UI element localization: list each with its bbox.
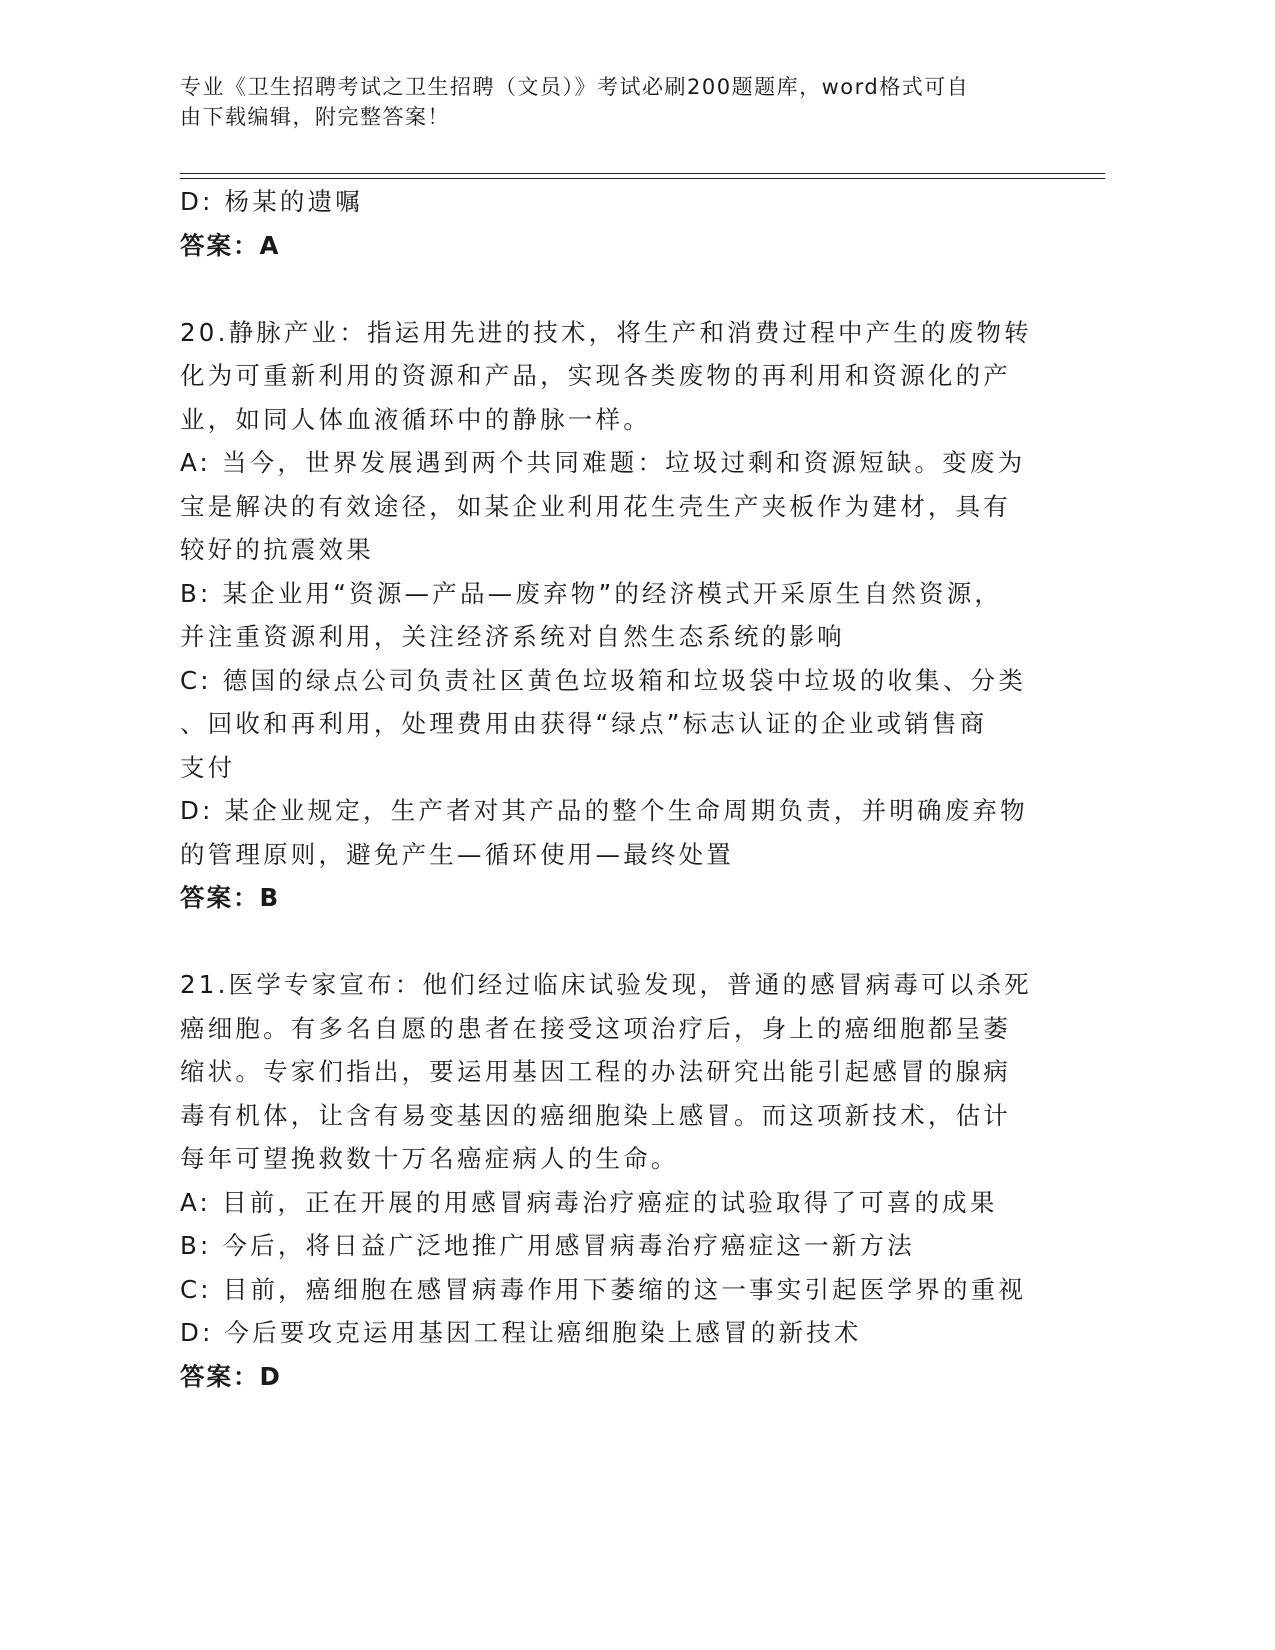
question-line: 21.医学专家宣布：他们经过临床试验发现，普通的感冒病毒可以杀死 bbox=[180, 970, 1032, 999]
option-line: C: 德国的绿点公司负责社区黄色垃圾箱和垃圾袋中垃圾的收集、分类 bbox=[180, 665, 1027, 695]
header-rule-top bbox=[180, 173, 1105, 174]
option-line: 支付 bbox=[180, 752, 236, 782]
spacer bbox=[180, 267, 1040, 311]
option-line: 的管理原则，避免产生—循环使用—最终处置 bbox=[180, 839, 734, 869]
spacer bbox=[180, 920, 1040, 964]
option-line: A: 目前，正在开展的用感冒病毒治疗癌症的试验取得了可喜的成果 bbox=[180, 1187, 998, 1217]
option-line: 较好的抗震效果 bbox=[180, 535, 374, 564]
option-line: 、回收和再利用，处理费用由获得“绿点”标志认证的企业或销售商 bbox=[180, 709, 988, 738]
option-line: D: 今后要攻克运用基因工程让癌细胞染上感冒的新技术 bbox=[180, 1318, 862, 1347]
option-line: B: 今后，将日益广泛地推广用感冒病毒治疗癌症这一新方法 bbox=[180, 1231, 915, 1260]
answer: 答案：A bbox=[180, 230, 281, 260]
question-21 bbox=[180, 963, 1040, 1398]
question-line: 癌细胞。有多名自愿的患者在接受这项治疗后，身上的癌细胞都呈萎 bbox=[180, 1013, 1011, 1043]
question-line: 业，如同人体血液循环中的静脉一样。 bbox=[180, 404, 651, 434]
option-line: B: 某企业用“资源—产品—废弃物”的经济模式开采原生自然资源， bbox=[180, 578, 1003, 608]
option-line: A: 当今，世界发展遇到两个共同难题：垃圾过剩和资源短缺。变废为 bbox=[180, 448, 1026, 477]
header-line-1: 专业《卫生招聘考试之卫生招聘（文员）》考试必刷200题题库，word格式可自 bbox=[180, 75, 970, 99]
answer: 答案：B bbox=[180, 883, 281, 912]
header-rule-bottom bbox=[180, 178, 1105, 179]
option-d: D: 杨某的遗嘱 bbox=[180, 187, 364, 216]
document-header bbox=[180, 72, 1030, 132]
question-20 bbox=[180, 311, 1040, 920]
question-line: 化为可重新利用的资源和产品，实现各类废物的再利用和资源化的产 bbox=[180, 361, 1011, 390]
option-line: 宝是解决的有效途径，如某企业利用花生壳生产夹板作为建材，具有 bbox=[180, 491, 1011, 521]
question-line: 20.静脉产业：指运用先进的技术，将生产和消费过程中产生的废物转 bbox=[180, 317, 1032, 347]
option-line: C: 目前，癌细胞在感冒病毒作用下萎缩的这一事实引起医学界的重视 bbox=[180, 1274, 1027, 1304]
question-line: 每年可望挽救数十万名癌症病人的生命。 bbox=[180, 1144, 679, 1173]
answer: 答案：D bbox=[180, 1361, 282, 1391]
document-body bbox=[180, 180, 1040, 1398]
option-line: 并注重资源利用，关注经济系统对自然生态系统的影响 bbox=[180, 622, 845, 651]
option-line: D: 某企业规定，生产者对其产品的整个生命周期负责，并明确废弃物 bbox=[180, 796, 1028, 825]
question-line: 毒有机体，让含有易变基因的癌细胞染上感冒。而这项新技术，估计 bbox=[180, 1100, 1011, 1130]
header-line-2: 由下载编辑，附完整答案！ bbox=[180, 105, 450, 129]
question-line: 缩状。专家们指出，要运用基因工程的办法研究出能引起感冒的腺病 bbox=[180, 1057, 1011, 1086]
